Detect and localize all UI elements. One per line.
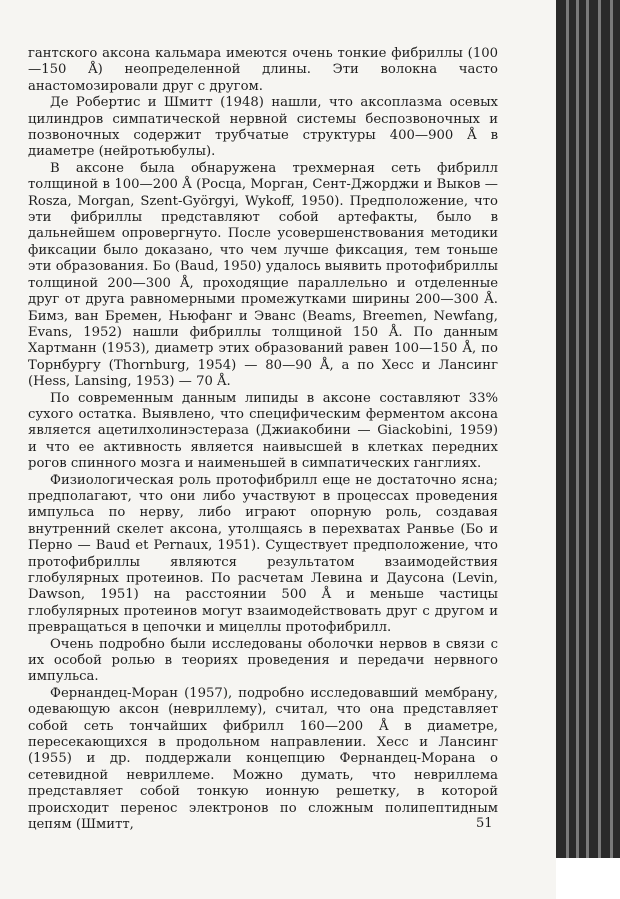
paragraph-2: Де Робертис и Шмитт (1948) нашли, что аксоплазма осевых цилиндров симпатической нервной системы беспозвоночных и позвоночных содержит трубчатые структуры 400—900 Å в диаметре (нейротьюбулы). bbox=[28, 95, 498, 160]
page-number: 51 bbox=[476, 816, 493, 831]
page-text bbox=[28, 46, 498, 834]
page-margin bbox=[556, 858, 620, 899]
paragraph-5: Физиологическая роль протофибрилл еще не достаточно ясна; предполагают, что они либо участвуют в процессах проведения импульса по нерву, либо играют опорную роль, создавая внутренний скелет аксона, утолщаясь в перехватах Ранвье (Бо и Перно — Baud et Pernaux, 1951). Существует предположение, что протофибриллы являются результатом взаимодействия глобулярных протеинов. По расчетам Левина и Даусона (Levin, Dawson, 1951) на расстоянии 500 Å и меньше частицы глобулярных протеинов могут взаимодействовать друг с другом и превращаться в цепочки и мицеллы протофибрилл. bbox=[28, 472, 498, 636]
paragraph-4: По современным данным липиды в аксоне составляют 33% сухого остатка. Выявлено, что специфическим ферментом аксона является ацетилхолинэстераза (Джиакобини — Giackobini, 1959) и что ее активность является наивысшей в клетках передних рогов спинного мозга и наименьшей в симпатических ганглиях. bbox=[28, 390, 498, 472]
paragraph-1: гантского аксона кальмара имеются очень тонкие фибриллы (100—150 Å) неопределенной длины. Эти волокна часто анастомозировали друг с другом. bbox=[28, 46, 498, 94]
book-edge bbox=[556, 0, 620, 899]
page-edge-line bbox=[566, 0, 569, 880]
page-edge-line bbox=[586, 0, 589, 870]
page-edge-line bbox=[610, 0, 613, 862]
paragraph-7: Фернандец-Моран (1957), подробно исследовавший мембрану, одевающую аксон (невриллему), считал, что она представляет собой сеть тончайших фибрилл 160—200 Å в диаметре, пересекающихся в продольном направлении. Хесс и Лансинг (1955) и др. поддержали концепцию Фернандец-Морана о сетевидной невриллеме. Можно думать, что невриллема представляет собой тонкую ионную решетку, в которой происходит перенос электронов по сложным полипептидным цепям (Шмитт, bbox=[28, 685, 498, 833]
page-edge-line bbox=[598, 0, 601, 866]
page-edge-line bbox=[576, 0, 579, 875]
paragraph-3: В аксоне была обнаружена трехмерная сеть фибрилл толщиной в 100—200 Å (Росца, Морган, Сент-Джорджи и Выков — Rosza, Morgan, Szent-Györgyi, Wykoff, 1950). Предположение, что эти фибриллы представляют собой артефакты, было в дальнейшем опровергнуто. После усовершенствования методики фиксации было доказано, что чем лучше фиксация, тем тоньше эти образования. Бо (Baud, 1950) удалось выявить протофибриллы толщиной 200—300 Å, проходящие параллельно и отделенные друг от друга равномерными промежутками ширины 200—300 Å. Бимз, ван Бремен, Ньюфанг и Эванс (Beams, Breemen, Newfang, Evans, 1952) нашли фибриллы толщиной 150 Å. По данным Хартманн (1953), диаметр этих образований равен 100—150 Å, по Торнбургу (Thornburg, 1954) — 80—90 Å, а по Хесс и Лансинг (Hess, Lansing, 1953) — 70 Å. bbox=[28, 160, 498, 390]
paragraph-6: Очень подробно были исследованы оболочки нервов в связи с их особой ролью в теориях проведения и передачи нервного импульса. bbox=[28, 636, 498, 685]
